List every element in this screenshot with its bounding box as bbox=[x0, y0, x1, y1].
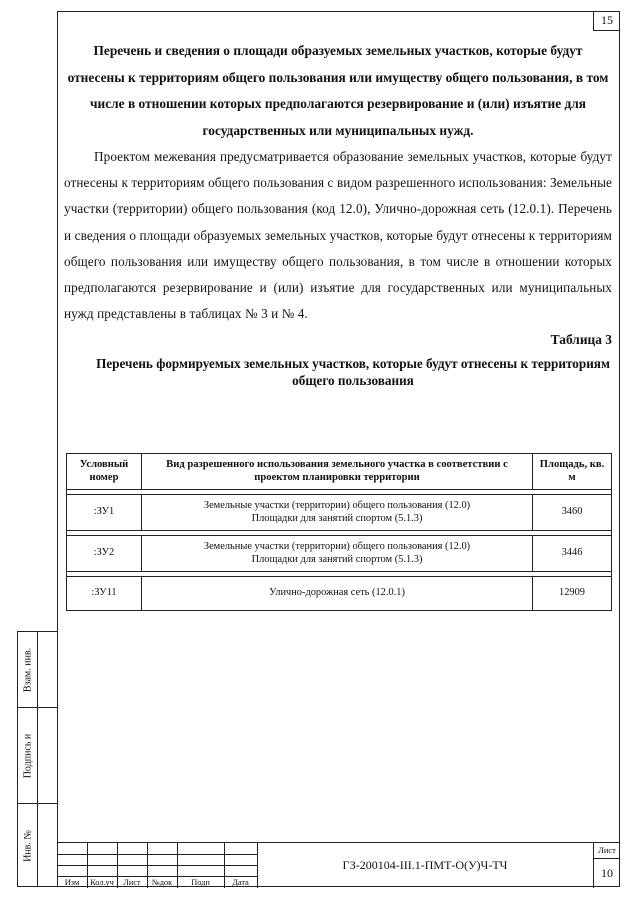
cell-plot-number: :ЗУ1 bbox=[67, 495, 142, 531]
land-plots-table bbox=[66, 453, 612, 611]
stamp-label-text: Взам. инв. bbox=[22, 647, 33, 692]
cell-area: 3446 bbox=[533, 536, 612, 572]
stamp-label bbox=[18, 632, 38, 707]
column-label: Изм bbox=[64, 878, 80, 887]
stamp-cell bbox=[18, 708, 57, 804]
table-label: Таблица 3 bbox=[550, 332, 612, 348]
stamp-label-text: Подпись и bbox=[22, 733, 33, 778]
stamp-label bbox=[18, 708, 38, 803]
table-row bbox=[67, 536, 612, 572]
stamp-label bbox=[18, 804, 38, 887]
use-line: Земельные участки (территории) общего пользования (12.0) bbox=[203, 500, 471, 511]
grid-line bbox=[57, 865, 257, 866]
table-title: Перечень формируемых земельных участков, которые будут отнесены к территориям общего пользования bbox=[96, 356, 610, 389]
sheet-number: 10 bbox=[601, 866, 613, 880]
sheet-box bbox=[593, 843, 620, 888]
header-permitted-use: Вид разрешенного использования земельного участка в соответствии с проектом планировки территории bbox=[142, 454, 533, 490]
cell-area: 3460 bbox=[533, 495, 612, 531]
table-header-row bbox=[67, 454, 612, 490]
cell-permitted-use: Улично-дорожная сеть (12.0.1) bbox=[142, 577, 533, 611]
stamp-cell bbox=[18, 804, 57, 887]
cell-plot-number: :ЗУ2 bbox=[67, 536, 142, 572]
cell-permitted-use bbox=[142, 536, 533, 572]
use-line: Площадки для занятий спортом (5.1.3) bbox=[251, 512, 423, 524]
stamp-cell bbox=[18, 632, 57, 708]
side-stamp bbox=[17, 631, 57, 887]
cell-permitted-use bbox=[142, 495, 533, 531]
sheet-label: Лист bbox=[594, 843, 620, 859]
stamp-label-text: Инв. № bbox=[22, 829, 33, 862]
top-page-number: 15 bbox=[593, 11, 620, 31]
cell-area: 12909 bbox=[533, 577, 612, 611]
header-area: Площадь, кв. м bbox=[533, 454, 612, 490]
use-line: Площадки для занятий спортом (5.1.3) bbox=[251, 553, 423, 565]
title-block-columns bbox=[57, 877, 257, 888]
grid-line bbox=[57, 854, 257, 855]
table-row bbox=[67, 577, 612, 611]
document-code: ГЗ-200104-III.1-ПМТ-О(У)Ч-ТЧ bbox=[342, 858, 508, 872]
header-plot-number: Условный номер bbox=[67, 454, 142, 490]
cell-plot-number: :ЗУ11 bbox=[67, 577, 142, 611]
column-label: №док bbox=[151, 878, 173, 887]
section-heading: Перечень и сведения о площади образуемых земельных участков, которые будут отнесены к территориям общего пользования или имуществу общего пользования, в том числе в отношении которых предполагаются резервирование и (или) изъятие для государственных или муниципальных нужд. bbox=[67, 43, 609, 138]
column-label: Подп bbox=[191, 878, 210, 887]
column-label: Лист bbox=[123, 878, 141, 887]
title-block bbox=[57, 842, 620, 887]
table-row bbox=[67, 495, 612, 531]
column-label: Кол.уч bbox=[90, 878, 114, 887]
use-line: Земельные участки (территории) общего пользования (12.0) bbox=[203, 541, 471, 552]
document-body bbox=[64, 38, 612, 389]
body-paragraph: Проектом межевания предусматривается образование земельных участков, которые будут отнесены к территориям общего пользования с видом разрешенного использования: Земельные участки (территории) общего пользования (код 12.0), Улично-дорожная сеть (12.0.1). Перечень и сведения о площади образуемых земельных участков, которые будут отнесены к территориям общего пользования или имуществу общего пользования, в том числе в отношении которых предполагаются резервирование и (или) изъятие для государственных или муниципальных нужд представлены в таблицах № 3 и № 4. bbox=[64, 149, 612, 322]
column-label: Дата bbox=[232, 878, 249, 887]
